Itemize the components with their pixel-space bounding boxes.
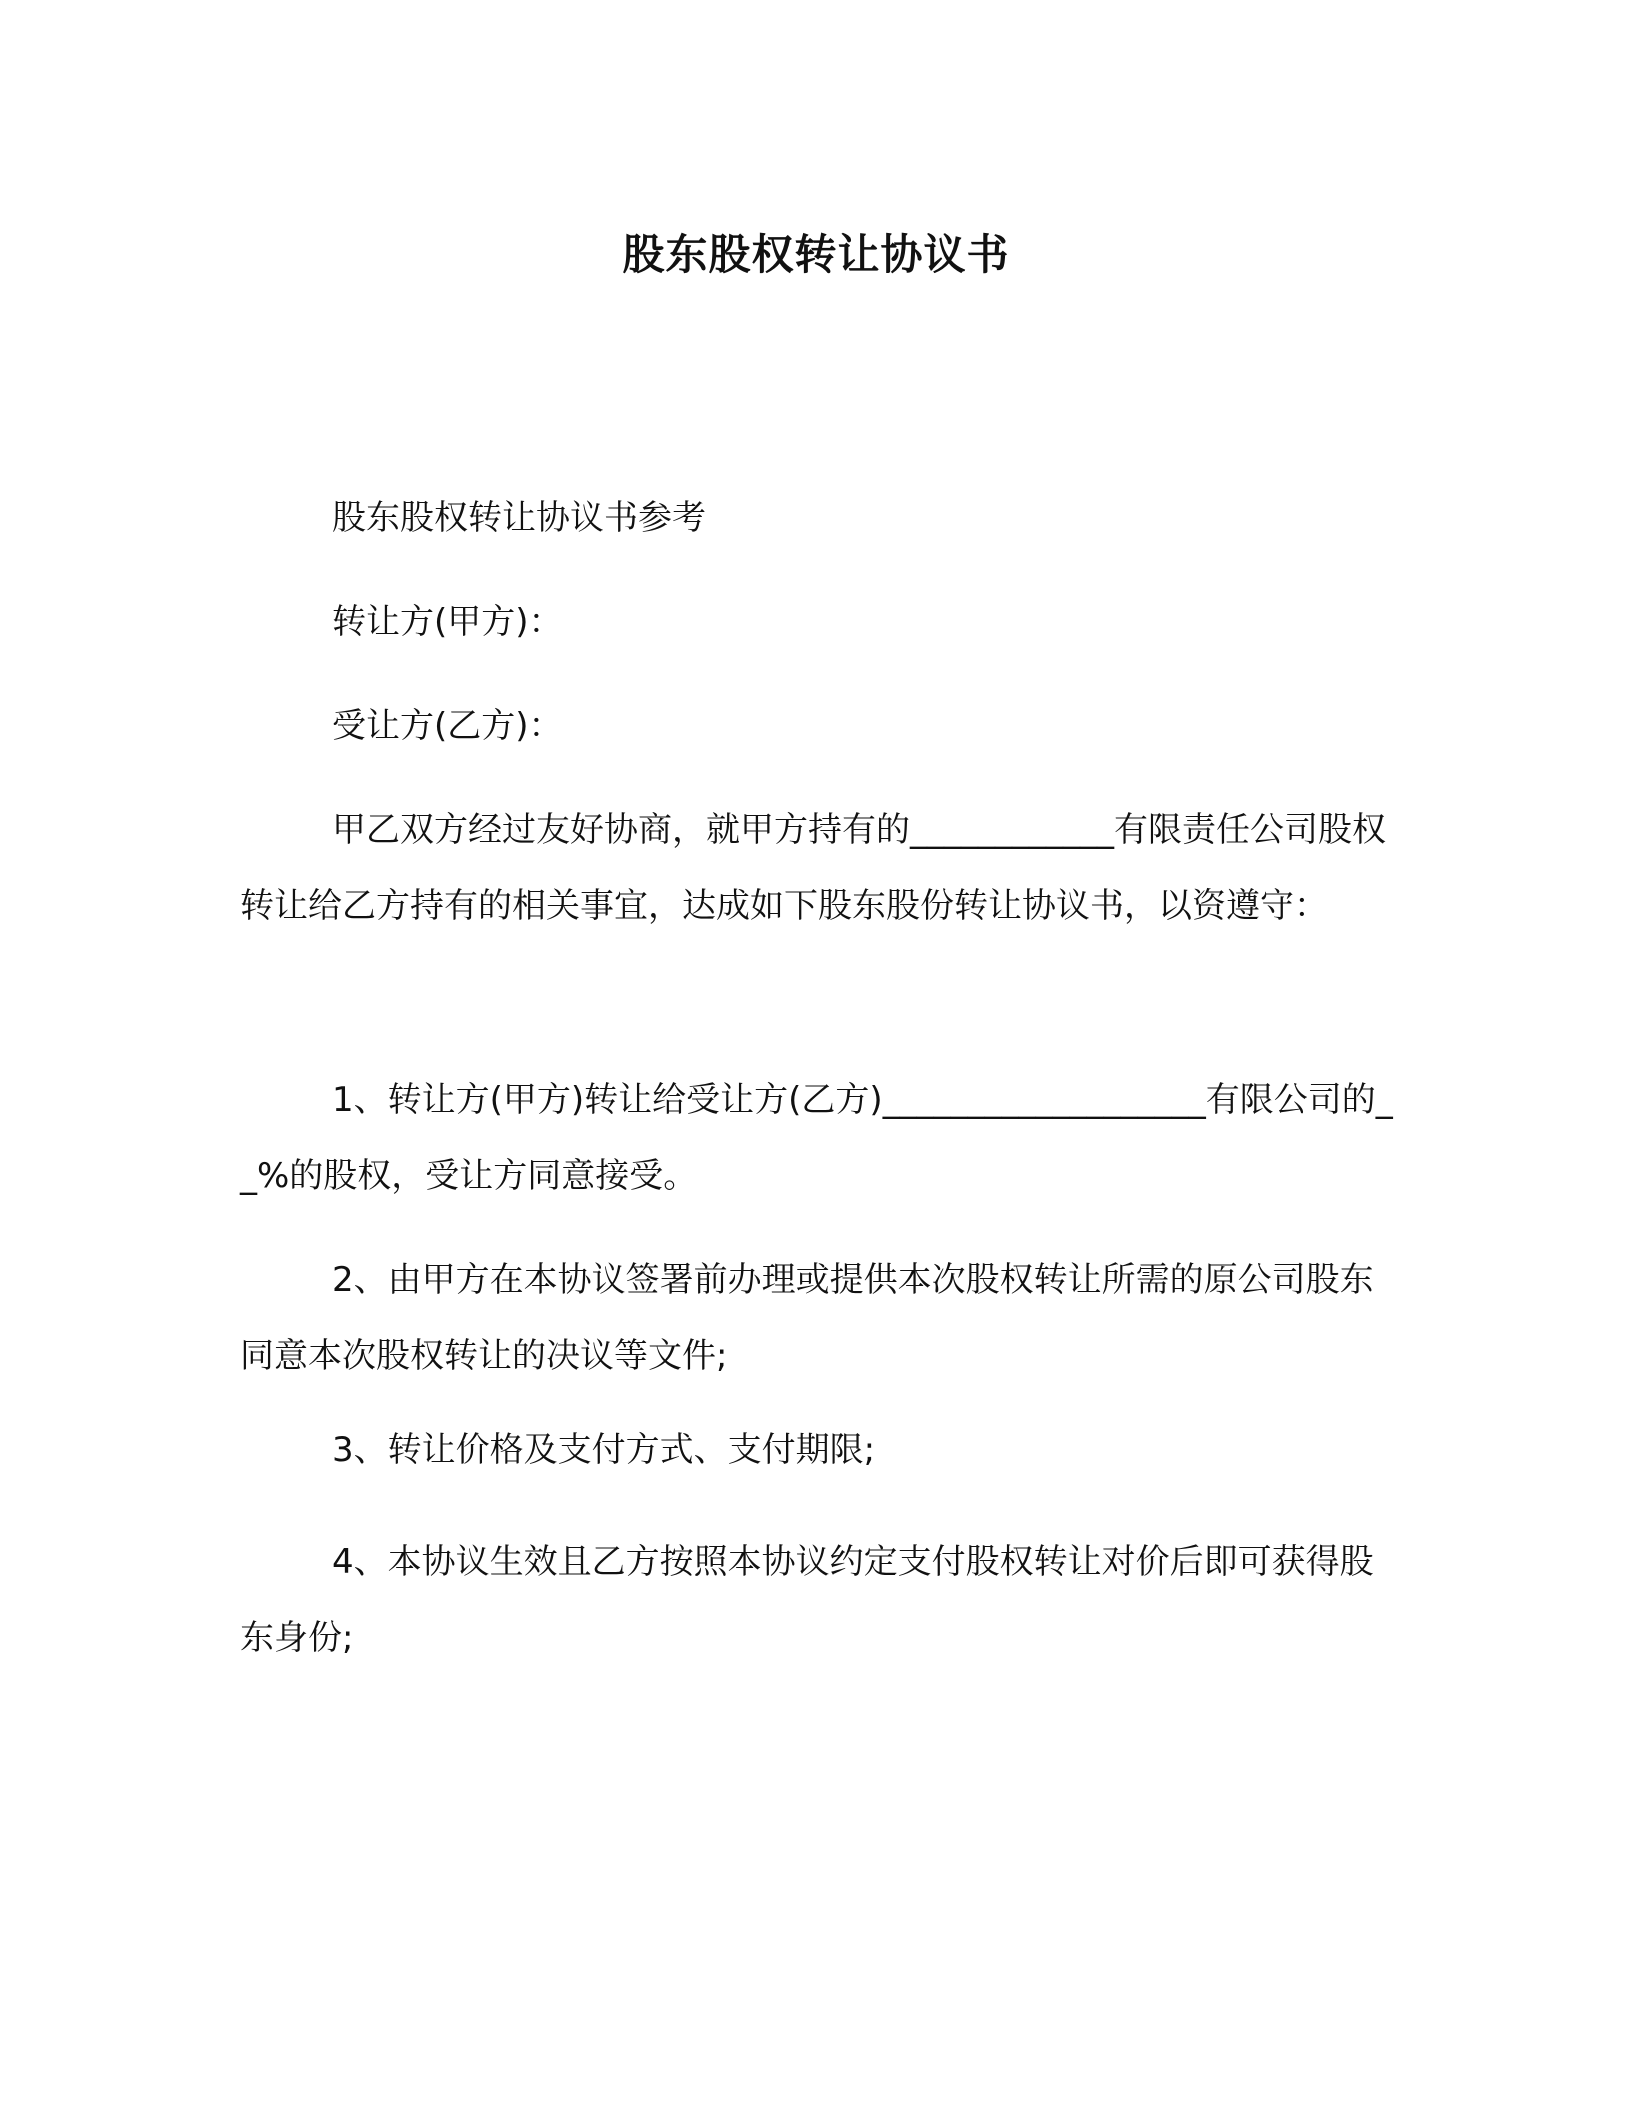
paragraph-transferor: 转让方(甲方)： bbox=[332, 602, 563, 642]
clause-4: 4、本协议生效且乙方按照本协议约定支付股权转让对价后即可获得股东身份; bbox=[240, 1542, 1374, 1658]
paragraph-transferee: 受让方(乙方)： bbox=[332, 706, 563, 746]
document-title: 股东股权转让协议书 bbox=[622, 230, 1010, 279]
paragraph-reference: 股东股权转让协议书参考 bbox=[332, 498, 706, 538]
clause-2: 2、由甲方在本协议签署前办理或提供本次股权转让所需的原公司股东同意本次股权转让的决议等文件; bbox=[240, 1260, 1374, 1376]
paragraph-preamble: 甲乙双方经过友好协商，就甲方持有的____________有限责任公司股权转让给乙方持有的相关事宜，达成如下股东股份转让协议书，以资遵守： bbox=[240, 810, 1386, 926]
clause-3: 3、转让价格及支付方式、支付期限; bbox=[332, 1430, 876, 1470]
clause-1: 1、转让方(甲方)转让给受让方(乙方)___________________有限公司的__%的股权，受让方同意接受。 bbox=[240, 1080, 1393, 1196]
